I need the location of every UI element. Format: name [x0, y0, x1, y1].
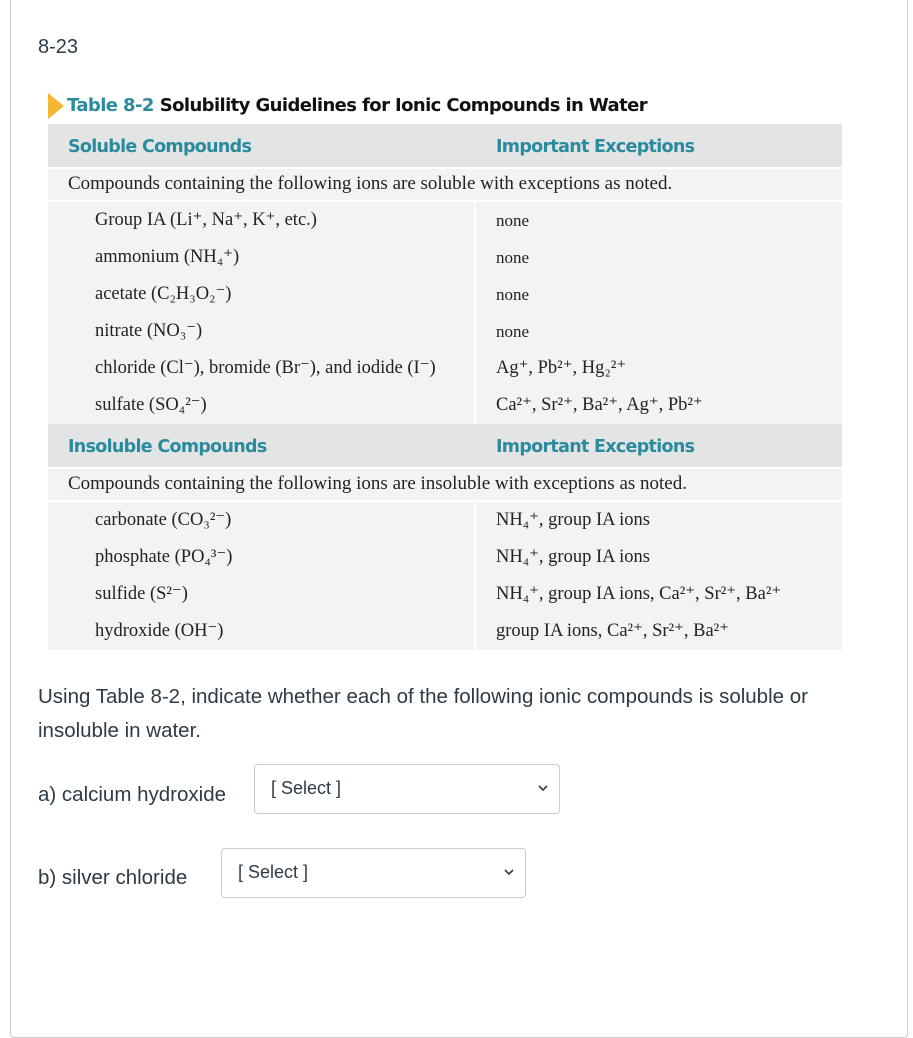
solubility-table: [48, 124, 842, 650]
exceptions-cell: none: [496, 211, 530, 230]
answer-b-select[interactable]: [221, 848, 526, 898]
exceptions-cell: none: [496, 322, 530, 341]
table-row: [48, 202, 842, 239]
table-row: [48, 502, 842, 539]
ion-cell: hydroxide (OH⁻): [95, 621, 224, 641]
insoluble-header: Insoluble Compounds: [68, 437, 267, 457]
exceptions-cell: none: [496, 285, 530, 304]
table-row: [48, 576, 842, 613]
soluble-exceptions-header: Important Exceptions: [496, 137, 695, 157]
question-prompt: Using Table 8-2, indicate whether each of the following ionic compounds is soluble or insoluble in water.: [38, 685, 808, 742]
exceptions-cell: Ag⁺, Pb²⁺, Hg₂²⁺: [496, 358, 627, 378]
exceptions-cell: NH₄⁺, group IA ions: [496, 547, 650, 567]
insoluble-intro: Compounds containing the following ions are insoluble with exceptions as noted.: [68, 473, 687, 494]
ion-cell: acetate (C₂H₃O₂⁻): [95, 284, 232, 304]
question-number: 8-23: [38, 36, 79, 58]
ion-cell: carbonate (CO₃²⁻): [95, 510, 232, 530]
soluble-intro: Compounds containing the following ions are soluble with exceptions as noted.: [68, 173, 673, 194]
exceptions-cell: NH₄⁺, group IA ions: [496, 510, 650, 530]
exceptions-cell: group IA ions, Ca²⁺, Sr²⁺, Ba²⁺: [496, 621, 729, 641]
table-row: [48, 276, 842, 313]
answer-a-selected-value: [ Select ]: [271, 778, 342, 798]
insoluble-intro-row: [48, 469, 842, 502]
insoluble-header-row: [48, 424, 842, 469]
exceptions-cell: Ca²⁺, Sr²⁺, Ba²⁺, Ag⁺, Pb²⁺: [496, 395, 703, 415]
table-caption: [48, 92, 842, 122]
ion-cell: nitrate (NO₃⁻): [95, 321, 203, 341]
caption-marker-icon: [48, 93, 64, 119]
chevron-down-icon: [537, 782, 549, 794]
ion-cell: ammonium (NH₄⁺): [95, 247, 240, 267]
soluble-intro-row: [48, 169, 842, 202]
table-row: [48, 613, 842, 650]
ion-cell: phosphate (PO₄³⁻): [95, 547, 233, 567]
table-row: [48, 313, 842, 350]
ion-cell: sulfate (SO₄²⁻): [95, 395, 207, 415]
table-number: Table 8-2: [67, 95, 154, 116]
table-title: Solubility Guidelines for Ionic Compounds in Water: [159, 95, 647, 116]
exceptions-cell: none: [496, 248, 530, 267]
solubility-table-figure: [48, 92, 842, 641]
insoluble-exceptions-header: Important Exceptions: [496, 437, 695, 457]
soluble-header: Soluble Compounds: [68, 137, 252, 157]
table-row: [48, 350, 842, 387]
table-row: [48, 387, 842, 424]
answer-b-label: b) silver chloride: [38, 866, 188, 889]
table-row: [48, 539, 842, 576]
answer-a-select[interactable]: [254, 764, 560, 814]
soluble-header-row: [48, 124, 842, 169]
exceptions-cell: NH₄⁺, group IA ions, Ca²⁺, Sr²⁺, Ba²⁺: [496, 584, 782, 604]
table-row: [48, 239, 842, 276]
ion-cell: Group IA (Li⁺, Na⁺, K⁺, etc.): [95, 210, 317, 230]
answer-b-selected-value: [ Select ]: [238, 862, 309, 882]
ion-cell: sulfide (S²⁻): [95, 584, 188, 604]
chevron-down-icon: [503, 866, 515, 878]
answer-a-label: a) calcium hydroxide: [38, 783, 226, 806]
ion-cell: chloride (Cl⁻), bromide (Br⁻), and iodide (I⁻): [95, 358, 436, 378]
